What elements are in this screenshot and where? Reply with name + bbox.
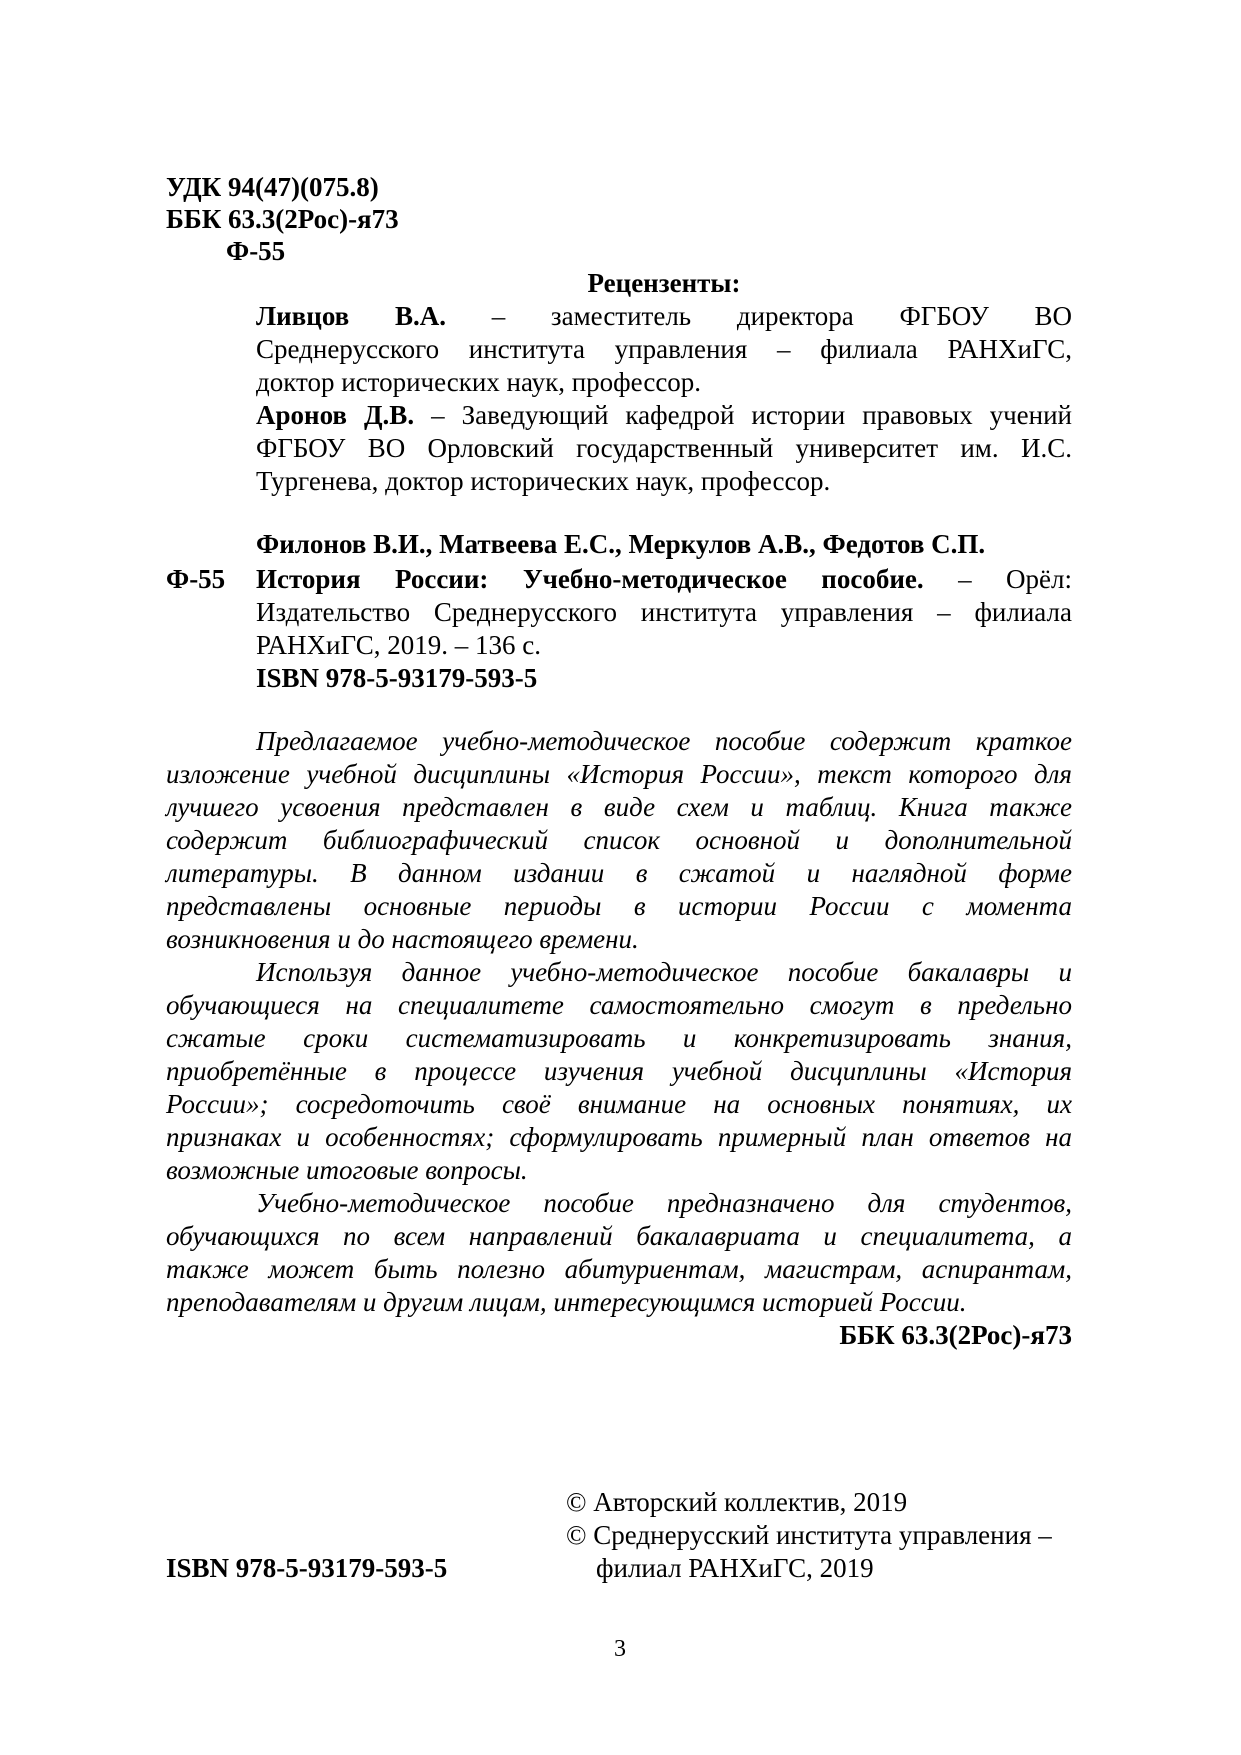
footer-isbn: ISBN 978-5-93179-593-5 <box>166 1553 448 1583</box>
abstract-p2-line: обучающиеся на специалитете самостоятельно смогут в предельно <box>166 990 1072 1020</box>
abstract-p1-line: лучшего усвоения представлен в виде схем и таблиц. Книга также <box>166 792 1072 822</box>
reviewer-2-line-1: Аронов Д.В. – Заведующий кафедрой истории правовых учений <box>256 400 1073 430</box>
abstract-p2-line: возможные итоговые вопросы. <box>166 1155 528 1185</box>
bib-publisher-line: Издательство Среднерусского института управления – филиала <box>256 597 1072 627</box>
abstract-p3-line: обучающихся по всем направлений бакалавриата и специалитета, а <box>166 1221 1072 1251</box>
bib-title: История России: Учебно-методическое пособие. <box>256 564 924 594</box>
abstract-p1-line: изложение учебной дисциплины «История России», текст которого для <box>166 759 1072 789</box>
abstract-p2-line: сжатые сроки систематизировать и конкретизировать знания, <box>166 1023 1072 1053</box>
abstract-p1-line: возникновения и до настоящего времени. <box>166 924 639 954</box>
reviewer-1-name: Ливцов В.А. <box>256 301 446 331</box>
abstract-p2-line: приобретённые в процессе изучения учебной дисциплины «История <box>166 1056 1072 1086</box>
copyright-authors: © Авторский коллектив, 2019 <box>566 1487 908 1517</box>
udk-code: УДК 94(47)(075.8) <box>166 172 379 202</box>
abstract-p3-line: также может быть полезно абитуриентам, магистрам, аспирантам, <box>166 1254 1072 1284</box>
abstract-p1-line: содержит библиографический список основной и дополнительной <box>166 825 1072 855</box>
reviewer-2-line-2: ФГБОУ ВО Орловский государственный университет им. И.С. <box>256 433 1072 463</box>
author-sign: Ф-55 <box>226 236 286 266</box>
reviewers-heading: Рецензенты: <box>587 268 741 298</box>
abstract-p1-line: Предлагаемое учебно-методическое пособие содержит краткое <box>256 726 1072 756</box>
page-number: 3 <box>614 1636 626 1662</box>
bib-publisher-line-2: РАНХиГС, 2019. – 136 с. <box>256 630 542 660</box>
abstract-p3-line: Учебно-методическое пособие предназначено для студентов, <box>256 1188 1072 1218</box>
abstract-p1-line: представлены основные периоды в истории России с момента <box>166 891 1072 921</box>
abstract-p1-line: литературы. В данном издании в сжатой и наглядной форме <box>166 858 1072 888</box>
copyright-institute: © Среднерусский института управления – <box>566 1520 1052 1550</box>
bib-authors: Филонов В.И., Матвеева Е.С., Меркулов А.В., Федотов С.П. <box>256 529 986 559</box>
reviewer-2-line-3: Тургенева, доктор исторических наук, профессор. <box>256 466 831 496</box>
abstract-p2-line: России»; сосредоточить своё внимание на основных понятиях, их <box>166 1089 1072 1119</box>
bib-isbn: ISBN 978-5-93179-593-5 <box>256 663 538 693</box>
reviewer-1-line-1: Ливцов В.А. – заместитель директора ФГБОУ ВО <box>256 301 1073 331</box>
abstract-p3-line: преподавателям и другим лицам, интересующимся историей России. <box>166 1287 967 1317</box>
reviewer-1-line-2: Среднерусского института управления – филиала РАНХиГС, <box>256 334 1072 364</box>
reviewer-1-line-3: доктор исторических наук, профессор. <box>256 367 702 397</box>
abstract-p2-line: признаках и особенностях; сформулировать примерный план ответов на <box>166 1122 1072 1152</box>
abstract-p2-line: Используя данное учебно-методическое пособие бакалавры и <box>256 957 1072 987</box>
copyright-institute-line-2: филиал РАНХиГС, 2019 <box>596 1553 874 1583</box>
bbk-code: ББК 63.3(2Рос)-я73 <box>166 204 399 234</box>
reviewer-2-name: Аронов Д.В. <box>256 400 415 430</box>
bib-author-sign: Ф-55 <box>166 564 226 594</box>
bib-title-line: История России: Учебно-методическое пособие. – Орёл: <box>256 564 1072 594</box>
abstract-bbk: ББК 63.3(2Рос)-я73 <box>839 1320 1072 1350</box>
